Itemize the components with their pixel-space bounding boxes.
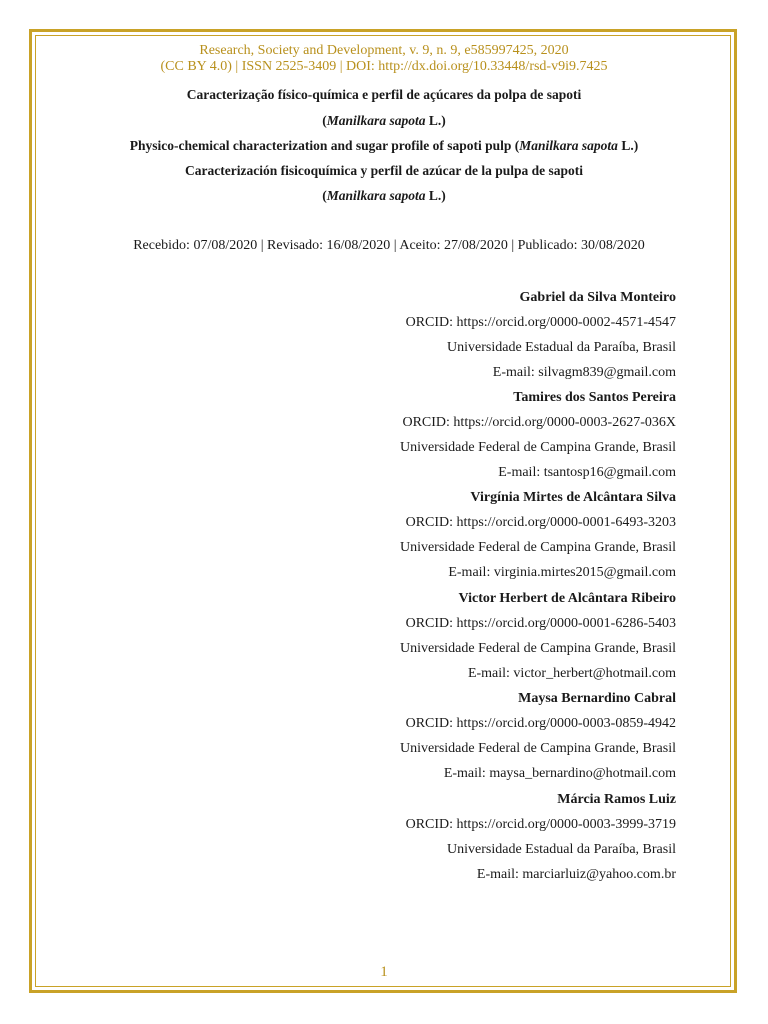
author-affiliation: Universidade Federal de Campina Grande, Brasil	[399, 641, 676, 656]
title-portuguese-species: (Manilkara sapota L.)	[322, 113, 446, 128]
author-name: Virgínia Mirtes de Alcântara Silva	[470, 490, 676, 505]
author-affiliation: Universidade Federal de Campina Grande, Brasil	[399, 540, 676, 555]
title-spanish: Caracterización fisicoquímica y perfil de azúcar de la pulpa de sapoti	[185, 163, 583, 178]
author-block	[156, 686, 676, 786]
author-orcid[interactable]: ORCID: https://orcid.org/0000-0002-4571-4547	[405, 315, 676, 330]
author-affiliation: Universidade Estadual da Paraíba, Brasil	[447, 842, 676, 857]
author-name: Tamires dos Santos Pereira	[513, 390, 676, 405]
author-orcid[interactable]: ORCID: https://orcid.org/0000-0001-6286-5403	[405, 616, 676, 631]
author-name: Maysa Bernardino Cabral	[518, 691, 676, 706]
author-orcid[interactable]: ORCID: https://orcid.org/0000-0001-6493-3203	[405, 515, 676, 530]
author-block	[156, 787, 676, 887]
author-block	[156, 586, 676, 686]
author-orcid[interactable]: ORCID: https://orcid.org/0000-0003-2627-036X	[402, 415, 676, 430]
author-email[interactable]: E-mail: victor_herbert@hotmail.com	[467, 666, 676, 681]
author-email[interactable]: E-mail: marciarluiz@yahoo.com.br	[476, 867, 676, 882]
author-block	[156, 485, 676, 585]
title-portuguese: Caracterização físico-química e perfil de açúcares da polpa de sapoti	[186, 87, 582, 102]
author-block	[156, 285, 676, 385]
author-email[interactable]: E-mail: virginia.mirtes2015@gmail.com	[448, 565, 676, 580]
author-block	[156, 385, 676, 485]
journal-header-line2: (CC BY 4.0) | ISSN 2525-3409 | DOI: http://dx.doi.org/10.33448/rsd-v9i9.7425	[160, 59, 608, 74]
title-english: Physico-chemical characterization and sugar profile of sapoti pulp (Manilkara sapota L.)	[129, 138, 639, 153]
page-number: 1	[380, 964, 388, 980]
journal-header-line1: Research, Society and Development, v. 9, n. 9, e585997425, 2020	[199, 43, 569, 58]
title-spanish-species: (Manilkara sapota L.)	[322, 188, 446, 203]
author-name: Gabriel da Silva Monteiro	[519, 290, 676, 305]
author-orcid[interactable]: ORCID: https://orcid.org/0000-0003-0859-4942	[405, 716, 676, 731]
author-name: Márcia Ramos Luiz	[557, 792, 676, 807]
species-name: Manilkara sapota	[326, 188, 426, 203]
author-affiliation: Universidade Estadual da Paraíba, Brasil	[447, 340, 676, 355]
species-name: Manilkara sapota	[519, 138, 618, 153]
author-affiliation: Universidade Federal de Campina Grande, Brasil	[399, 440, 676, 455]
species-name: Manilkara sapota	[326, 113, 426, 128]
author-orcid[interactable]: ORCID: https://orcid.org/0000-0003-3999-3719	[405, 817, 676, 832]
author-name: Victor Herbert de Alcântara Ribeiro	[458, 591, 676, 606]
submission-dates: Recebido: 07/08/2020 | Revisado: 16/08/2020 | Aceito: 27/08/2020 | Publicado: 30/08/2020	[133, 238, 645, 253]
author-email[interactable]: E-mail: maysa_bernardino@hotmail.com	[443, 766, 676, 781]
author-email[interactable]: E-mail: silvagm839@gmail.com	[492, 365, 676, 380]
author-affiliation: Universidade Federal de Campina Grande, Brasil	[399, 741, 676, 756]
author-email[interactable]: E-mail: tsantosp16@gmail.com	[498, 465, 676, 480]
